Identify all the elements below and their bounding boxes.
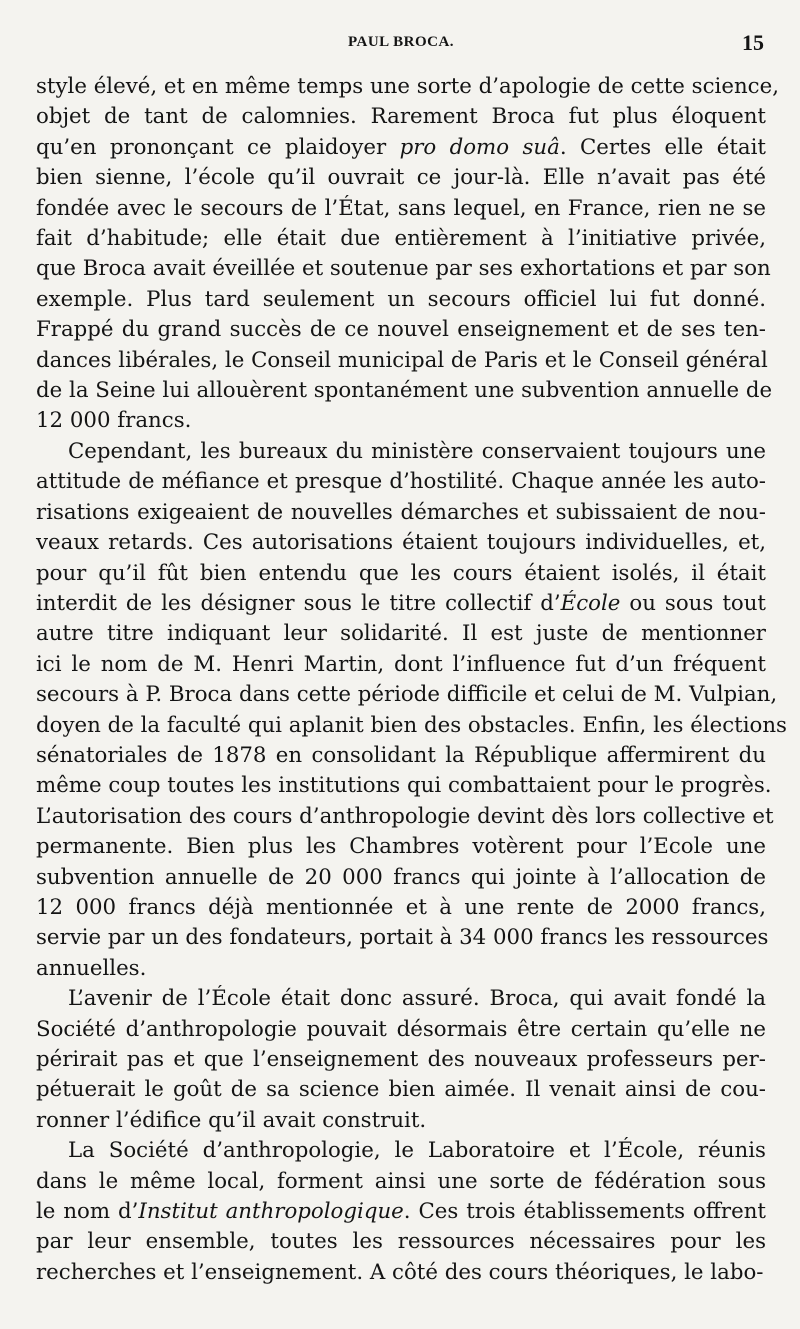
text-line: L’autorisation des cours d’anthropologie devint dès lors collective et (36, 803, 774, 829)
page-number: 15 (742, 30, 764, 55)
page-header (36, 28, 766, 58)
text-line: servie par un des fondateurs, portait à 34 000 francs les ressources (36, 925, 769, 951)
text-line: 12 000 francs. (36, 408, 192, 434)
text-line: pour qu’il fût bien entendu que les cours étaient isolés, il était (36, 560, 766, 586)
text-line: L’avenir de l’École était donc assuré. Broca, qui avait fondé la (68, 986, 766, 1012)
text-line: dans le même local, forment ainsi une sorte de fédération sous (36, 1168, 766, 1194)
text-line: bien sienne, l’école qu’il ouvrait ce jour-là. Elle n’avait pas été (36, 165, 766, 191)
text-line: fait d’habitude; elle était due entièrement à l’initiative privée, (36, 226, 766, 252)
text-line: veaux retards. Ces autorisations étaient toujours individuelles, et, (36, 530, 766, 556)
text-line: pétuerait le goût de sa science bien aimée. Il venait ainsi de cou- (36, 1077, 766, 1103)
text-line: exemple. Plus tard seulement un secours officiel lui fut donné. (36, 286, 766, 312)
text-line: par leur ensemble, toutes les ressources nécessaires pour les (36, 1229, 766, 1255)
text-line: Frappé du grand succès de ce nouvel enseignement et de ses ten- (36, 317, 766, 343)
text-line: doyen de la faculté qui aplanit bien des obstacles. Enfin, les élections (36, 712, 787, 738)
text-line: périrait pas et que l’enseignement des nouveaux professeurs per- (36, 1047, 766, 1072)
text-line: secours à P. Broca dans cette période difficile et celui de M. Vulpian, (36, 682, 778, 708)
text-line: Société d’anthropologie pouvait désormais être certain qu’elle ne (36, 1016, 766, 1042)
text-line: subvention annuelle de 20 000 francs qui jointe à l’allocation de (36, 864, 766, 890)
text-line: La Société d’anthropologie, le Laboratoire et l’École, réunis (68, 1138, 766, 1164)
text-line: Cependant, les bureaux du ministère conservaient toujours une (68, 438, 766, 464)
text-line: interdit de les désigner sous le titre collectif d’École ou sous tout (36, 590, 766, 616)
text-line: style élevé, et en même temps une sorte d’apologie de cette science, (36, 74, 779, 99)
text-line: fondée avec le secours de l’État, sans lequel, en France, rien ne se (36, 195, 766, 221)
text-line: ronner l’édifice qu’il avait construit. (36, 1107, 427, 1133)
text-line: même coup toutes les institutions qui combattaient pour le progrès. (36, 773, 772, 799)
paragraph (36, 437, 787, 984)
text-line: permanente. Bien plus les Chambres votèrent pour l’Ecole une (36, 834, 766, 860)
body-text (36, 72, 787, 1288)
text-line: attitude de méfiance et presque d’hostilité. Chaque année les auto- (36, 469, 766, 495)
text-line: le nom d’Institut anthropologique. Ces trois établissements offrent (36, 1199, 766, 1225)
text-line: dances libérales, le Conseil municipal de Paris et le Conseil général (36, 347, 768, 373)
text-line: qu’en prononçant ce plaidoyer pro domo suâ. Certes elle était (36, 134, 766, 160)
text-line: autre titre indiquant leur solidarité. Il est juste de mentionner (36, 621, 766, 647)
text-line: que Broca avait éveillée et soutenue par ses exhortations et par son (36, 256, 771, 282)
text-line: annuelles. (36, 955, 147, 981)
paragraph (36, 984, 766, 1136)
text-line: objet de tant de calomnies. Rarement Broca fut plus éloquent (36, 104, 766, 130)
text-line: recherches et l’enseignement. A côté des cours théoriques, le labo- (36, 1259, 764, 1285)
paragraph (36, 1136, 766, 1288)
text-line: de la Seine lui allouèrent spontanément une subvention annuelle de (36, 378, 773, 404)
text-line: 12 000 francs déjà mentionnée et à une rente de 2000 francs, (36, 894, 766, 920)
text-line: risations exigeaient de nouvelles démarches et subissaient de nou- (36, 499, 766, 525)
text-line: ici le nom de M. Henri Martin, dont l’influence fut d’un fréquent (36, 651, 766, 677)
text-line: sénatoriales de 1878 en consolidant la République affermirent du (36, 742, 766, 768)
paragraph (36, 72, 779, 437)
running-head: PAUL BROCA. (347, 34, 455, 50)
